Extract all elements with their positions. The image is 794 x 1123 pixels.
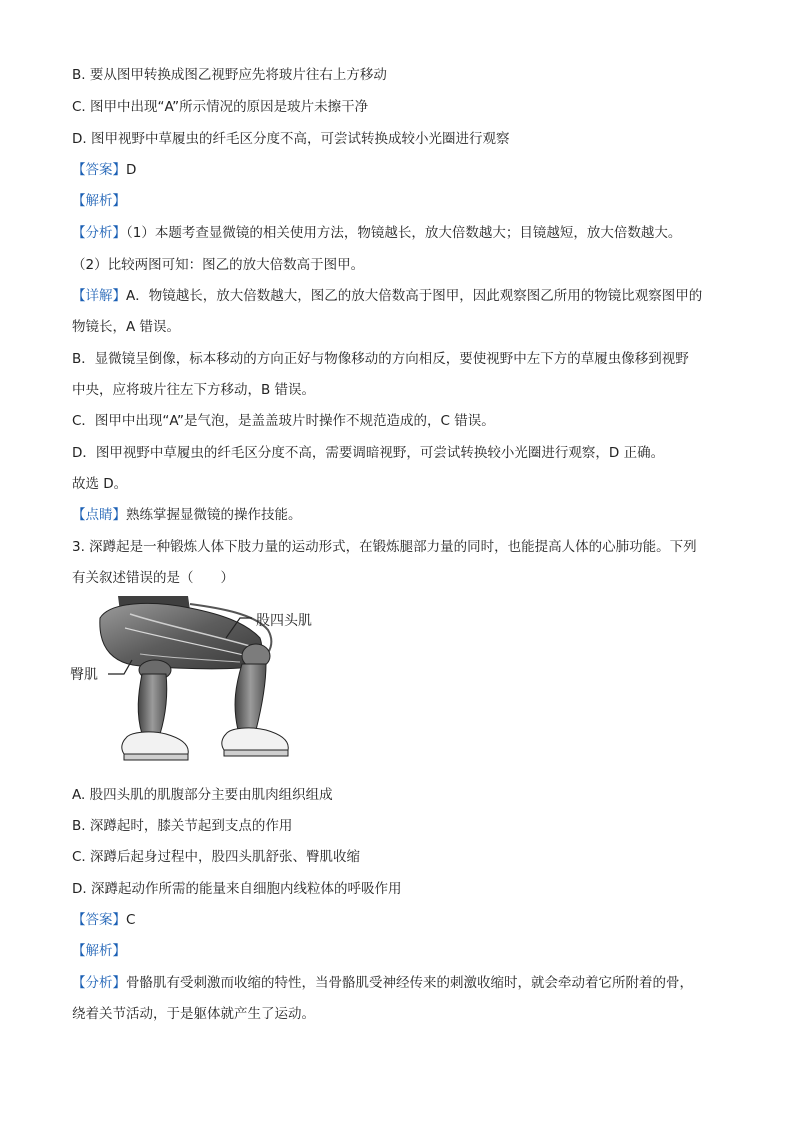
q3-answer-tag: 【答案】 xyxy=(72,912,126,928)
xiangjie-d: D．图甲视野中草履虫的纤毛区分度不高，需要调暗视野，可尝试转换较小光圈进行观察，D 正确。 xyxy=(72,445,665,461)
q3-stem-1: 3. 深蹲起是一种锻炼人体下肢力量的运动形式，在锻炼腿部力量的同时，也能提高人体的心肺功能。下列 xyxy=(72,539,697,555)
q3-option-a: A. 股四头肌的肌腹部分主要由肌肉组织组成 xyxy=(72,787,333,803)
guxuan-line: 故选 D。 xyxy=(72,476,128,492)
q3-fenxi-line xyxy=(72,974,734,992)
option-c: C. 图甲中出现“A”所示情况的原因是玻片未擦干净 xyxy=(72,99,369,115)
xiangjie-tag: 【详解】 xyxy=(72,288,126,304)
quadriceps-label: 股四头肌 xyxy=(256,613,312,629)
q3-option-b: B. 深蹲起时，膝关节起到支点的作用 xyxy=(72,818,293,834)
q3-jiexi-tag: 【解析】 xyxy=(72,943,126,959)
xiangjie-a1: A．物镜越长，放大倍数越大，图乙的放大倍数高于图甲，因此观察图乙所用的物镜比观察图甲的 xyxy=(126,288,703,304)
q3-option-d: D. 深蹲起动作所需的能量来自细胞内线粒体的呼吸作用 xyxy=(72,881,402,897)
fenxi-line xyxy=(72,224,734,242)
fenxi-text: （1）本题考查显微镜的相关使用方法，物镜越长，放大倍数越大；目镜越短，放大倍数越大。 xyxy=(126,225,682,241)
xiangjie-a2: 物镜长，A 错误。 xyxy=(72,319,181,335)
xiangjie-b2: 中央，应将玻片往左下方移动，B 错误。 xyxy=(72,382,316,398)
dianjing-text: 熟练掌握显微镜的操作技能。 xyxy=(126,507,302,523)
answer-tag: 【答案】 xyxy=(72,162,126,178)
fenxi-tag: 【分析】 xyxy=(72,225,126,241)
q3-option-c: C. 深蹲后起身过程中，股四头肌舒张、臀肌收缩 xyxy=(72,849,361,865)
xiangjie-b1: B．显微镜呈倒像，标本移动的方向正好与物像移动的方向相反，要使视野中左下方的草履虫像移到视野 xyxy=(72,351,689,367)
answer-value: D xyxy=(126,162,137,178)
q3-fenxi-tag: 【分析】 xyxy=(72,975,126,991)
xiangjie-line xyxy=(72,287,734,305)
option-b: B. 要从图甲转换成图乙视野应先将玻片往右上方移动 xyxy=(72,67,387,83)
q3-answer-value: C xyxy=(126,912,136,928)
squat-figure xyxy=(70,594,330,776)
q3-stem-2: 有关叙述错误的是（ ） xyxy=(72,570,234,586)
xiangjie-c: C．图甲中出现“A”是气泡，是盖盖玻片时操作不规范造成的，C 错误。 xyxy=(72,413,495,429)
option-d: D. 图甲视野中草履虫的纤毛区分度不高，可尝试转换成较小光圈进行观察 xyxy=(72,131,510,147)
fenxi-line-2: （2）比较两图可知：图乙的放大倍数高于图甲。 xyxy=(72,257,365,273)
answer-line xyxy=(72,161,734,179)
q3-fenxi-text-2: 绕着关节活动，于是躯体就产生了运动。 xyxy=(72,1006,315,1022)
gluteus-label: 臀肌 xyxy=(70,667,98,683)
dianjing-line xyxy=(72,506,734,524)
q3-fenxi-text-1: 骨骼肌有受刺激而收缩的特性，当骨骼肌受神经传来的刺激收缩时，就会牵动着它所附着的骨， xyxy=(126,975,693,991)
dianjing-tag: 【点睛】 xyxy=(72,507,126,523)
q3-answer-line xyxy=(72,911,734,929)
jiexi-tag: 【解析】 xyxy=(72,193,126,209)
